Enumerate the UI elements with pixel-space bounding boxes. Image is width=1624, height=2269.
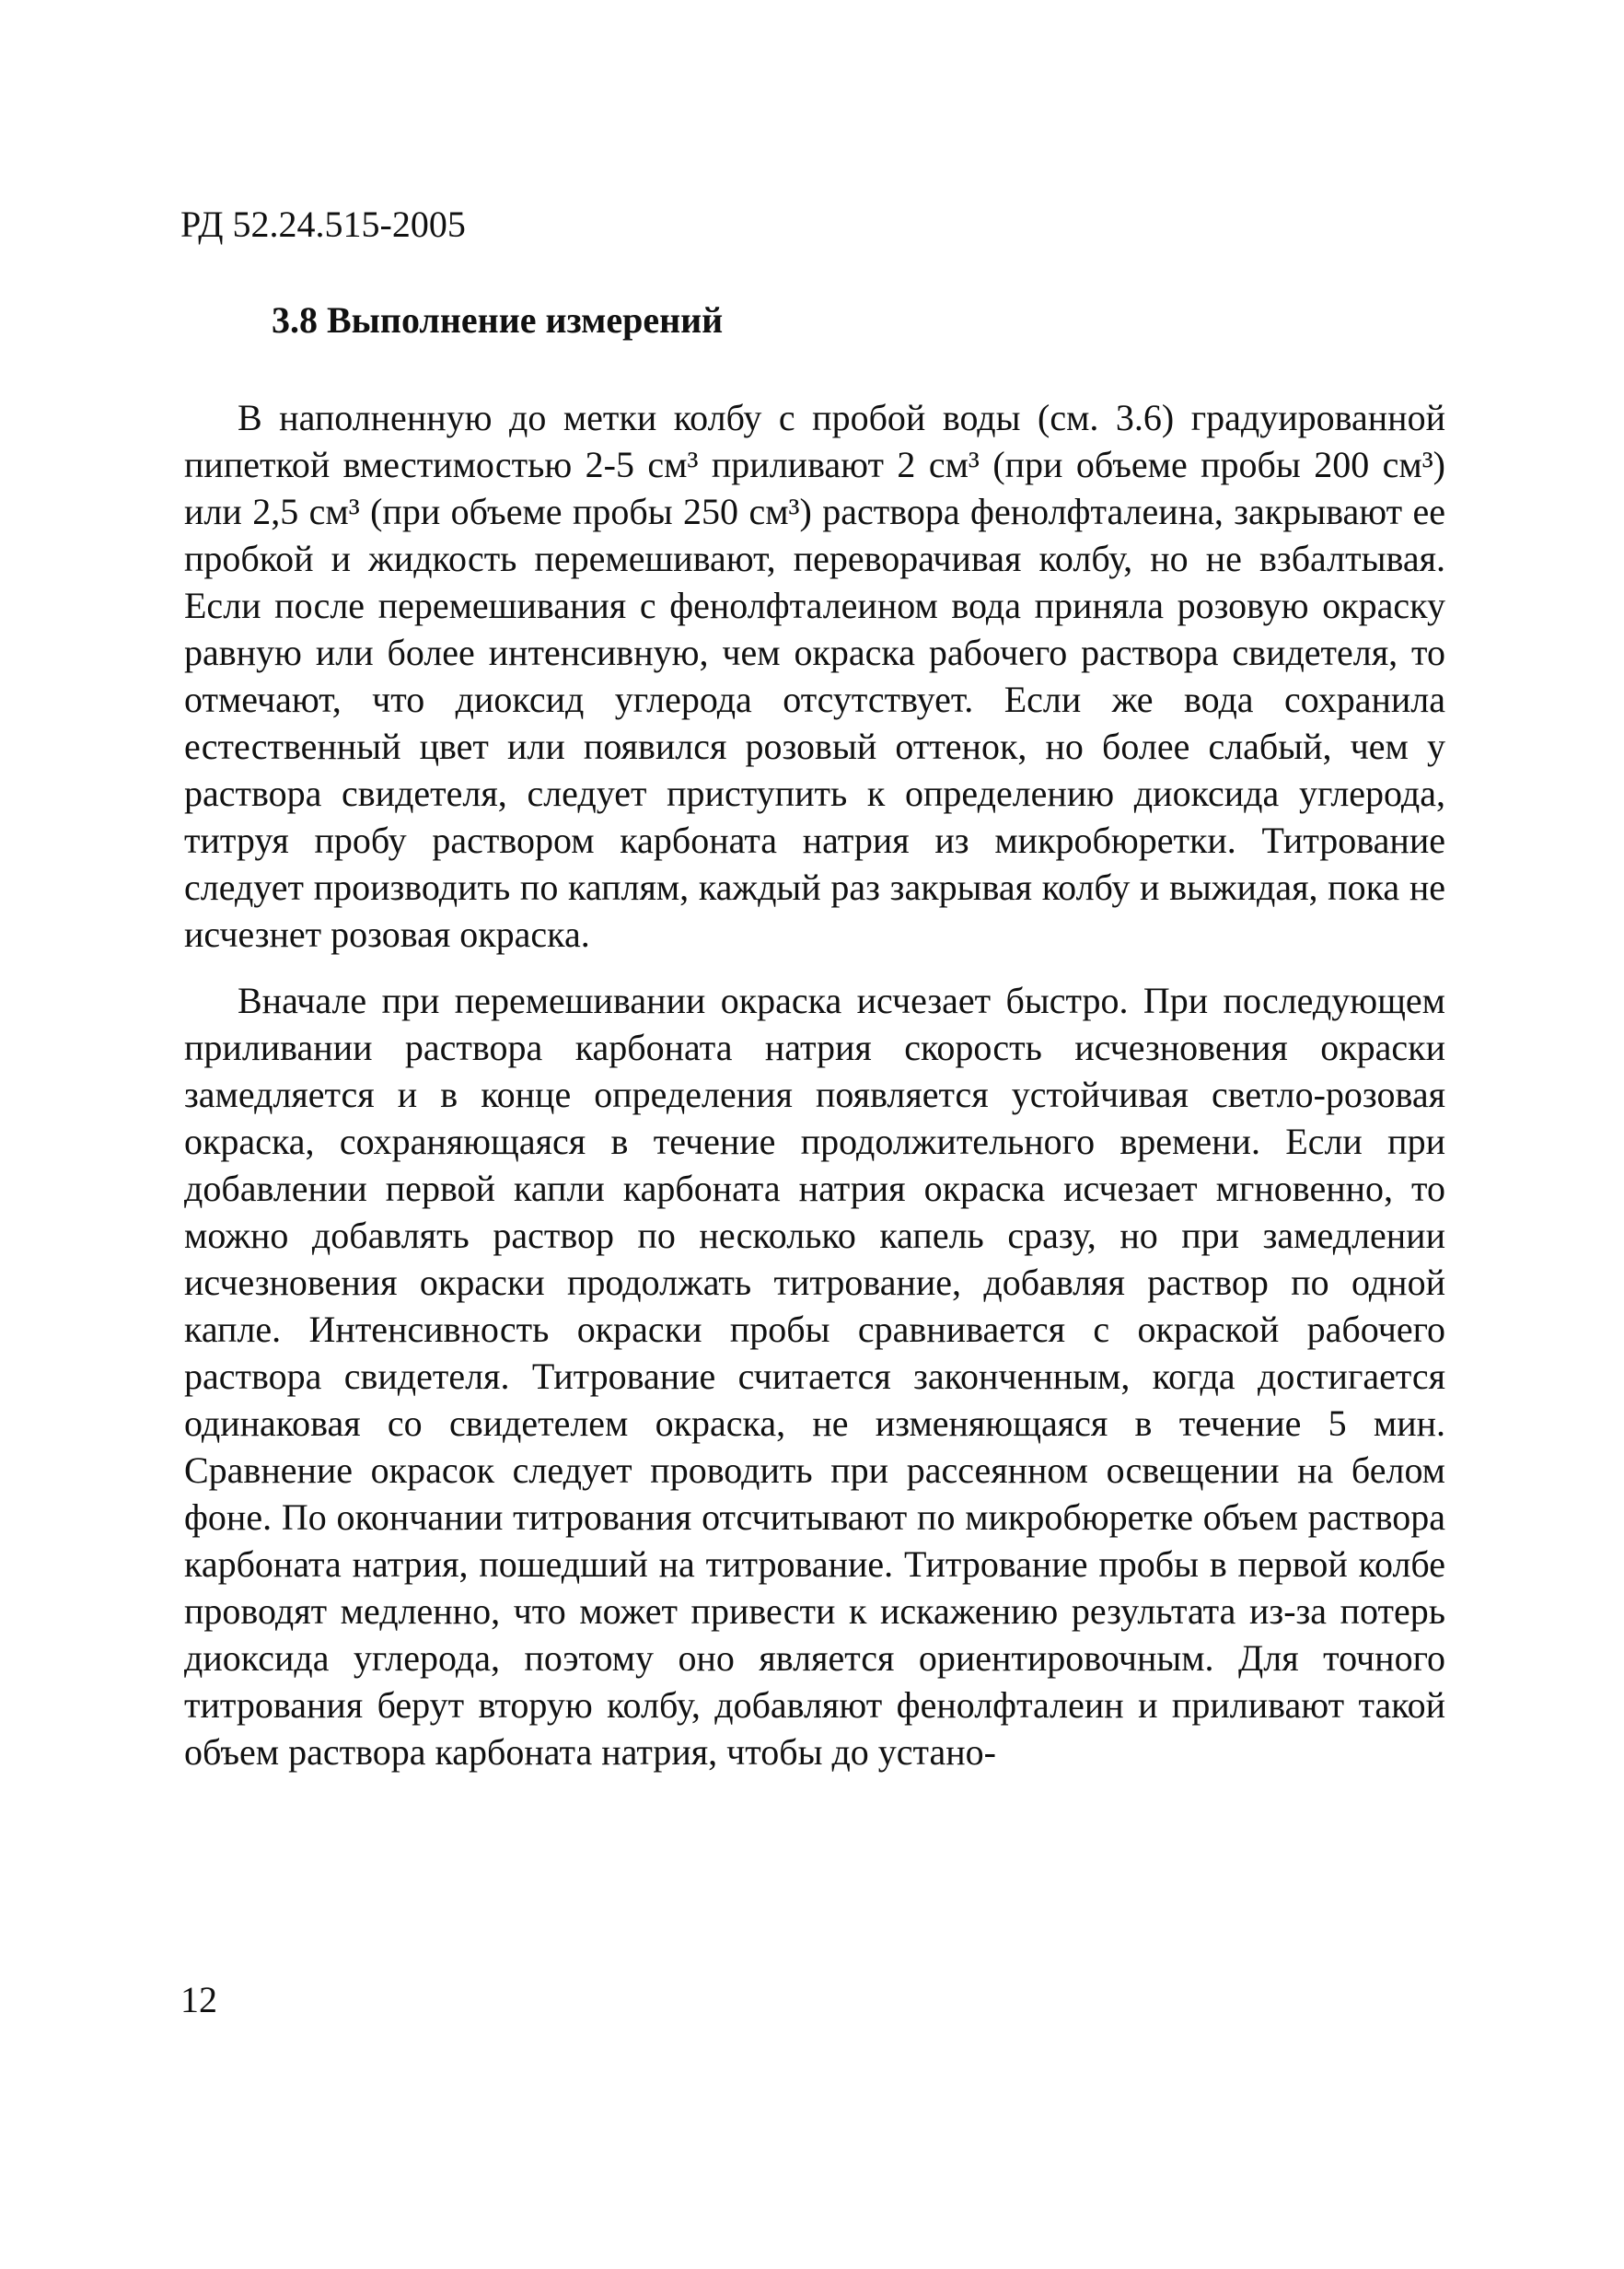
body-text: [184, 394, 1445, 1795]
section-heading: 3.8 Выполнение измерений: [272, 299, 724, 341]
document-code: РД 52.24.515-2005: [180, 204, 466, 245]
paragraph: В наполненную до метки колбу с пробой воды (см. 3.6) градуированной пипеткой вместимостью 2-5 см³ приливают 2 см³ (при объеме пробы 200 см³) или 2,5 см³ (при объеме пробы 250 см³) раствора фенолфталеина, закрывают ее пробкой и жидкость перемешивают, переворачивая колбу, но не взбалтывая. Если после перемешивания с фенолфталеином вода приняла розовую окраску равную или более интенсивную, чем окраска рабочего раствора свидетеля, то отмечают, что диоксид углерода отсутствует. Если же вода сохранила естественный цвет или появился розовый оттенок, но более слабый, чем у раствора свидетеля, следует приступить к определению диоксида углерода, титруя пробу раствором карбоната натрия из микробюретки. Титрование следует производить по каплям, каждый раз закрывая колбу и выжидая, пока не исчезнет розовая окраска.: [184, 397, 1445, 955]
paragraph: Вначале при перемешивании окраска исчезает быстро. При последующем приливании раствора карбоната натрия скорость исчезновения окраски замедляется и в конце определения появляется устойчивая светло-розовая окраска, сохраняющаяся в течение продолжительного времени. Если при добавлении первой капли карбоната натрия окраска исчезает мгновенно, то можно добавлять раствор по несколько капель сразу, но при замедлении исчезновения окраски продолжать титрование, добавляя раствор по одной капле. Интенсивность окраски пробы сравнивается с окраской рабочего раствора свидетеля. Титрование считается законченным, когда достигается одинаковая со свидетелем окраска, не изменяющаяся в течение 5 мин. Сравнение окрасок следует проводить при рассеянном освещении на белом фоне. По окончании титрования отсчитывают по микробюретке объем раствора карбоната натрия, пошедший на титрование. Титрование пробы в первой колбе проводят медленно, что может привести к искажению результата из-за потерь диоксида углерода, поэтому оно является ориентировочным. Для точного титрования берут вторую колбу, добавляют фенолфталеин и приливают такой объем раствора карбоната натрия, чтобы до устано-: [184, 980, 1445, 1773]
page-number: 12: [180, 1979, 217, 2020]
